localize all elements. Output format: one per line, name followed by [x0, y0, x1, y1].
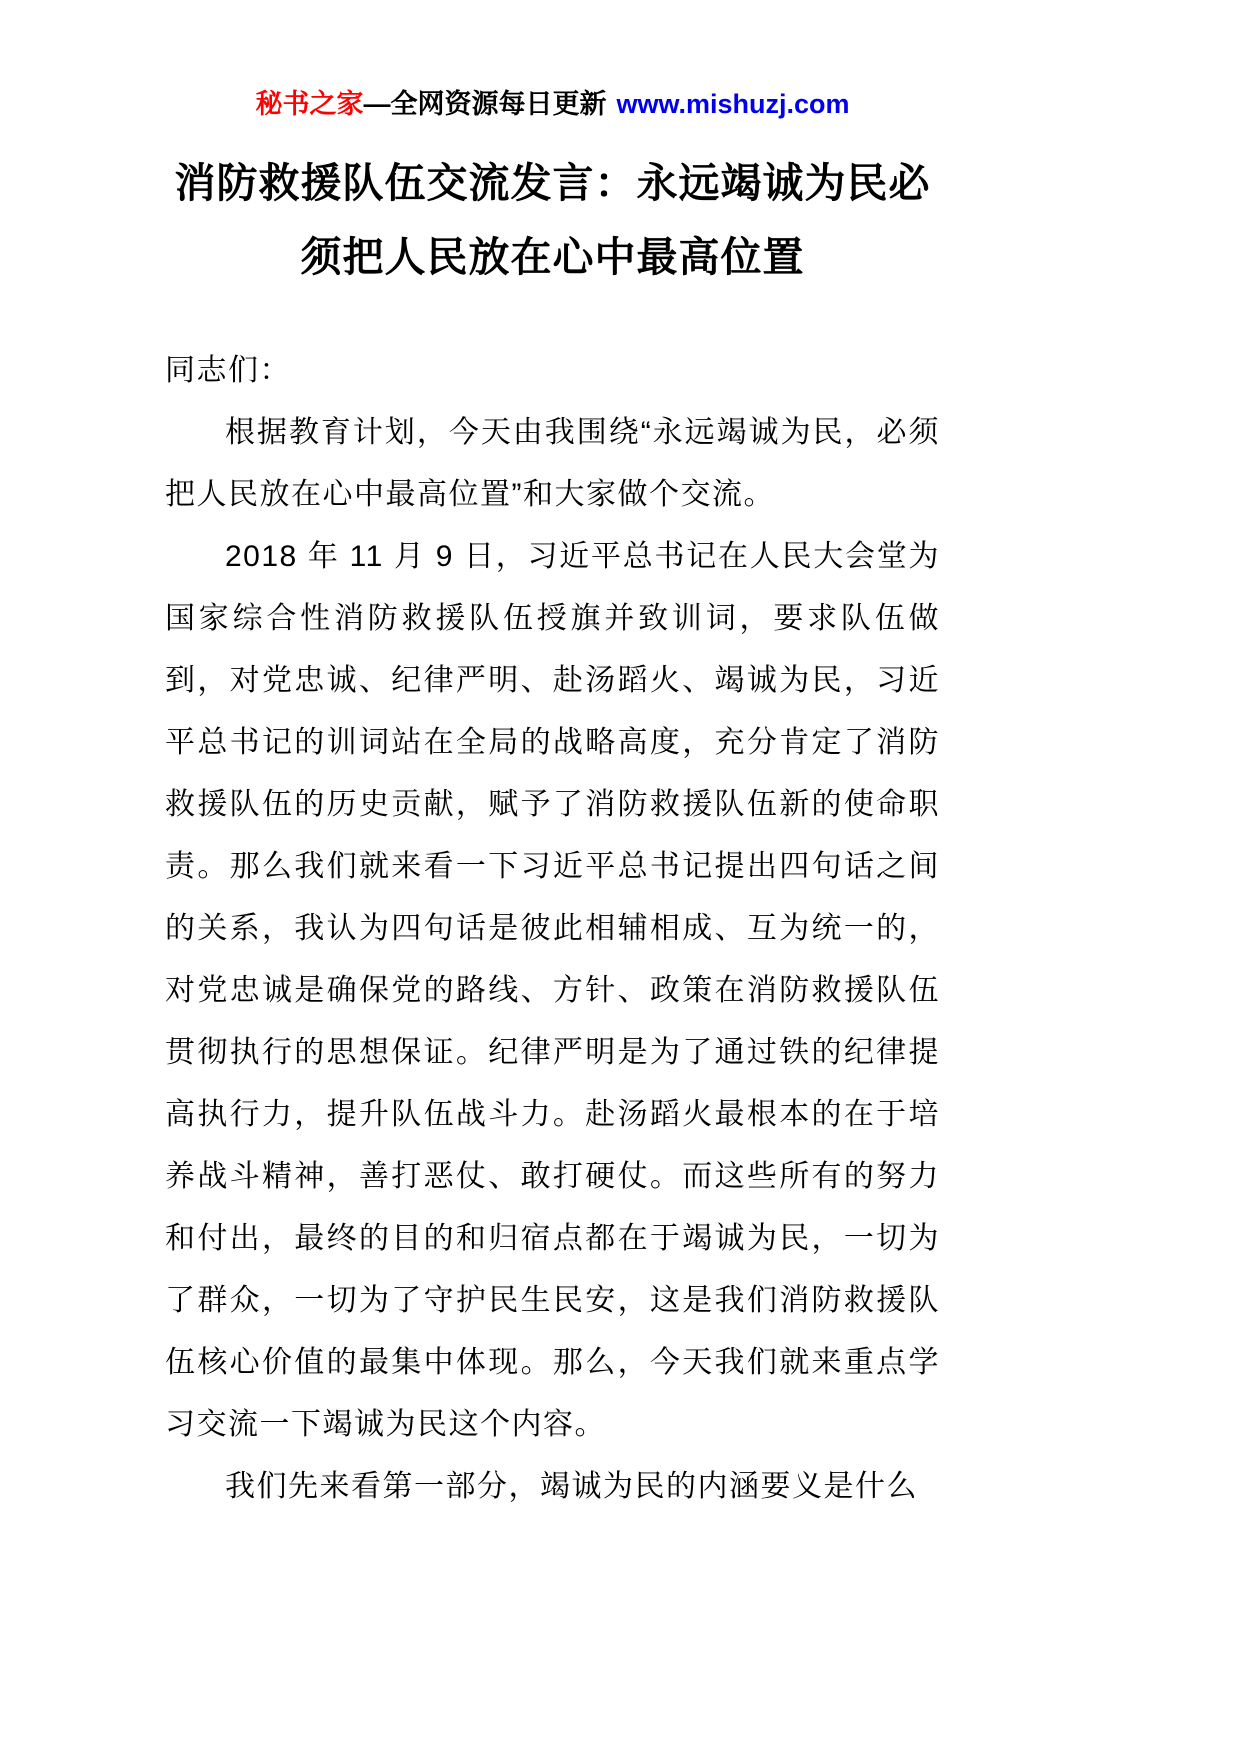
paragraph-main-body: 2018 年 11 月 9 日，习近平总书记在人民大会堂为国家综合性消防救援队伍授旗并致训词，要求队伍做到，对党忠诚、纪律严明、赴汤蹈火、竭诚为民，习近平总书记的训词站在全局的战略高度，充分肯定了消防救援队伍的历史贡献，赋予了消防救援队伍新的使命职责。那么我们就来看一下习近平总书记提出四句话之间的关系，我认为四句话是彼此相辅相成、互为统一的，对党忠诚是确保党的路线、方针、政策在消防救援队伍贯彻执行的思想保证。纪律严明是为了通过铁的纪律提高执行力，提升队伍战斗力。赴汤蹈火最根本的在于培养战斗精神，善打恶仗、敢打硬仗。而这些所有的努力和付出，最终的目的和归宿点都在于竭诚为民，一切为了群众，一切为了守护民生民安，这是我们消防救援队伍核心价值的最集中体现。那么，今天我们就来重点学习交流一下竭诚为民这个内容。: [165, 540, 940, 1441]
site-brand: 秘书之家: [255, 89, 364, 119]
paragraph-section-lead: 我们先来看第一部分，竭诚为民的内涵要义是什么: [225, 1470, 918, 1503]
document-title-line-1: 消防救援队伍交流发言：永远竭诚为民必: [174, 160, 931, 206]
site-header: [165, 86, 940, 122]
site-tagline: —全网资源每日更新: [363, 89, 607, 119]
paragraph-salutation: 同志们：: [165, 354, 291, 387]
document-title: [165, 146, 940, 294]
site-url-link[interactable]: www.mishuzj.com: [616, 89, 850, 119]
document-title-line-2: 须把人民放在心中最高位置: [300, 234, 805, 280]
paragraph-introduction: 根据教育计划，今天由我围绕“永远竭诚为民，必须把人民放在心中最高位置”和大家做个交流。: [165, 416, 940, 511]
